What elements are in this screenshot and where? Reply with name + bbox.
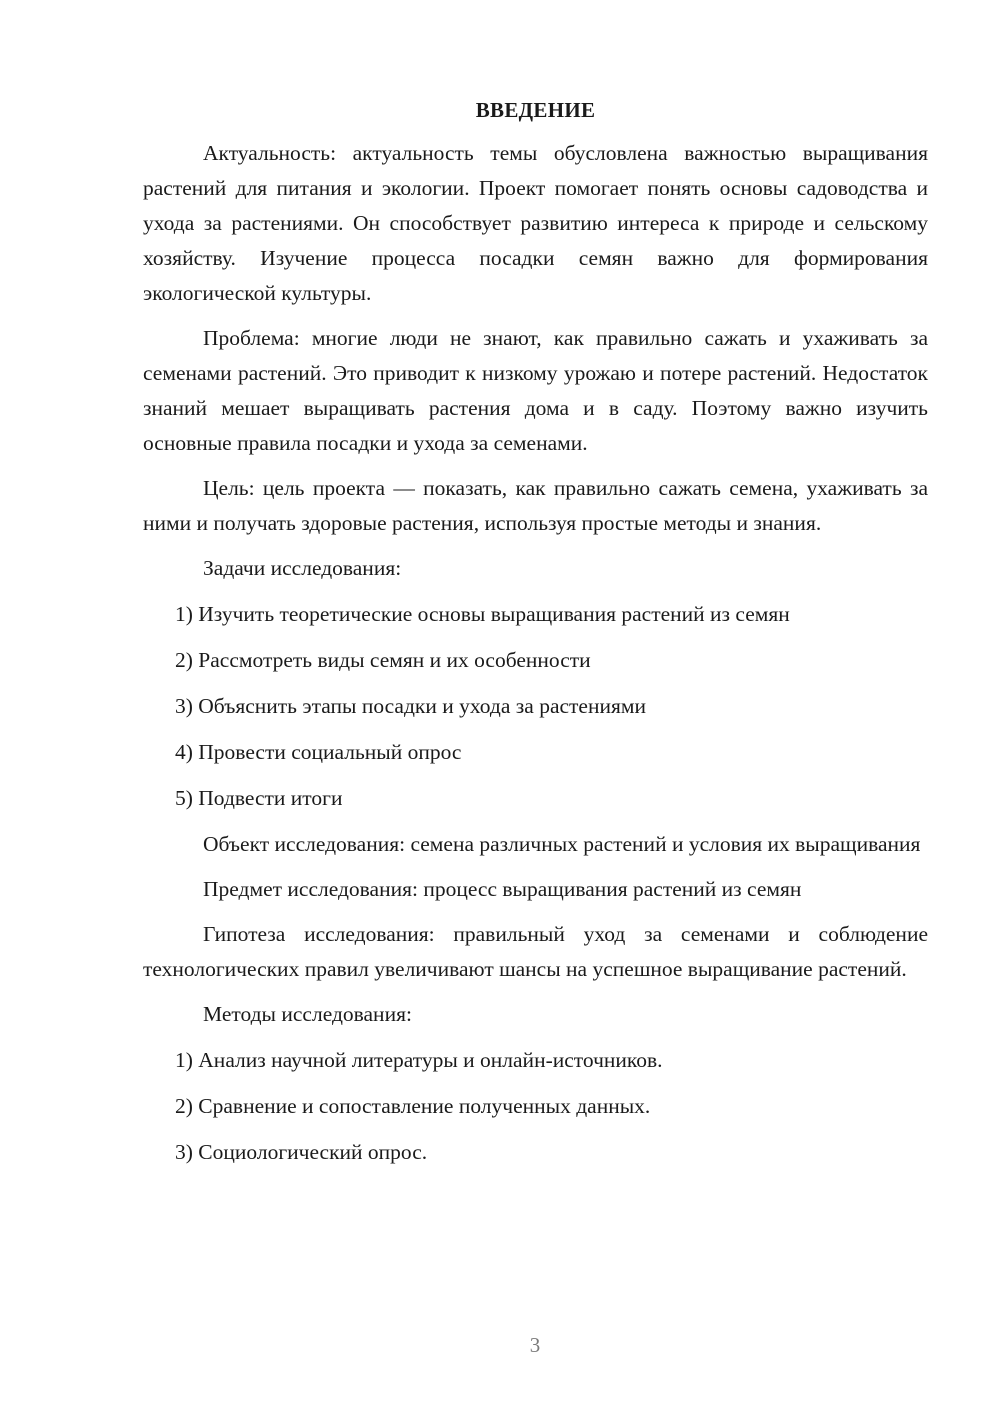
subject-paragraph: Предмет исследования: процесс выращивания растений из семян	[203, 877, 802, 901]
object-paragraph: Объект исследования: семена различных растений и условия их выращивания	[203, 832, 921, 856]
task-item: 1) Изучить теоретические основы выращивания растений из семян	[175, 602, 790, 626]
method-item: 1) Анализ научной литературы и онлайн-источников.	[175, 1048, 663, 1072]
relevance-paragraph: Актуальность: актуальность темы обусловлена важностью выращивания растений для питания и экологии. Проект помогает понять основы садоводства и ухода за растениями. Он способствует развитию интереса к природе и сельскому хозяйству. Изучение процесса посадки семян важно для формирования экологической культуры.	[143, 141, 928, 305]
goal-paragraph: Цель: цель проекта — показать, как правильно сажать семена, ухаживать за ними и получать здоровые растения, используя простые методы и знания.	[143, 476, 928, 535]
tasks-heading: Задачи исследования:	[203, 556, 402, 580]
page-title: ВВЕДЕНИЕ	[475, 98, 596, 122]
method-item: 3) Социологический опрос.	[175, 1140, 428, 1164]
method-item: 2) Сравнение и сопоставление полученных данных.	[175, 1094, 651, 1118]
methods-heading: Методы исследования:	[203, 1002, 412, 1026]
task-item: 2) Рассмотреть виды семян и их особенности	[175, 648, 591, 672]
hypothesis-paragraph: Гипотеза исследования: правильный уход за семенами и соблюдение технологических правил увеличивают шансы на успешное выращивание растений.	[143, 922, 928, 981]
document-page	[143, 94, 928, 1170]
task-item: 3) Объяснить этапы посадки и ухода за растениями	[175, 694, 646, 718]
page-number: 3	[529, 1333, 541, 1357]
task-item: 5) Подвести итоги	[175, 786, 343, 810]
task-item: 4) Провести социальный опрос	[175, 740, 462, 764]
problem-paragraph: Проблема: многие люди не знают, как правильно сажать и ухаживать за семенами растений. Это приводит к низкому урожаю и потере растений. Недостаток знаний мешает выращивать растения дома и в саду. Поэтому важно изучить основные правила посадки и ухода за семенами.	[143, 326, 928, 455]
